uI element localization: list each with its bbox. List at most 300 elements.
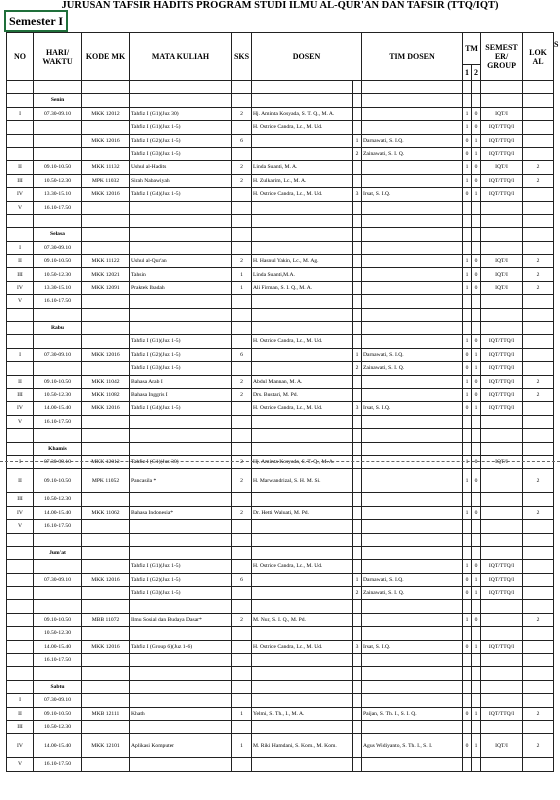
tm2-cell[interactable]: 0 xyxy=(472,281,481,294)
no-cell[interactable] xyxy=(7,627,34,640)
group-cell[interactable]: IQT/TTQ/I xyxy=(481,174,523,187)
no-cell[interactable]: III xyxy=(7,268,34,281)
sks-cell[interactable]: 1 xyxy=(232,281,252,294)
tim-dosen-cell[interactable] xyxy=(362,469,463,493)
no-cell[interactable]: II xyxy=(7,469,34,493)
tim-no-cell[interactable] xyxy=(353,506,362,519)
tm1-cell[interactable]: 1 xyxy=(463,255,472,268)
tm1-cell[interactable] xyxy=(463,493,472,506)
kode-cell[interactable]: MKK 12012 xyxy=(82,455,130,468)
sks-cell[interactable] xyxy=(232,121,252,134)
tm1-cell[interactable]: 0 xyxy=(463,707,472,720)
group-cell[interactable]: IQT/I xyxy=(481,255,523,268)
no-cell[interactable]: I xyxy=(7,241,34,254)
sks-cell[interactable] xyxy=(232,520,252,533)
lokal-cell[interactable] xyxy=(523,201,554,214)
time-cell[interactable]: 16.10-17.50 xyxy=(34,295,82,308)
kode-cell[interactable] xyxy=(82,493,130,506)
mata-kuliah-cell[interactable]: Tahfiz I (G4)(Juz 1-5) xyxy=(130,402,232,415)
group-cell[interactable]: IQT/I xyxy=(481,734,523,758)
group-cell[interactable]: IQT/TTQ/I xyxy=(481,188,523,201)
time-cell[interactable]: 16.10-17.50 xyxy=(34,201,82,214)
time-cell[interactable]: 09.10-10.50 xyxy=(34,613,82,626)
lokal-cell[interactable]: 2 xyxy=(523,469,554,493)
lokal-cell[interactable]: 2 xyxy=(523,734,554,758)
tm1-cell[interactable] xyxy=(463,201,472,214)
no-cell[interactable] xyxy=(7,587,34,600)
sks-cell[interactable] xyxy=(232,694,252,707)
group-cell[interactable] xyxy=(481,506,523,519)
lokal-cell[interactable] xyxy=(523,455,554,468)
dosen-cell[interactable] xyxy=(252,241,353,254)
mata-kuliah-cell[interactable] xyxy=(130,241,232,254)
dosen-cell[interactable]: H. Ostrice Candra, Lc., M. Ud. xyxy=(252,121,353,134)
no-cell[interactable]: IV xyxy=(7,506,34,519)
lokal-cell[interactable] xyxy=(523,654,554,667)
lokal-cell[interactable] xyxy=(523,335,554,348)
lokal-cell[interactable]: 2 xyxy=(523,506,554,519)
group-cell[interactable]: IQT/TTQ/I xyxy=(481,388,523,401)
tim-no-cell[interactable] xyxy=(353,415,362,428)
sks-cell[interactable]: 2 xyxy=(232,388,252,401)
mata-kuliah-cell[interactable] xyxy=(130,694,232,707)
tim-dosen-cell[interactable] xyxy=(362,415,463,428)
dosen-cell[interactable]: H. Ostrice Candra, Lc., M. Ud. xyxy=(252,335,353,348)
time-cell[interactable]: 10.50-12.30 xyxy=(34,174,82,187)
tm1-cell[interactable]: 1 xyxy=(463,388,472,401)
time-cell[interactable]: 14.00-15.40 xyxy=(34,640,82,653)
time-cell[interactable]: 10.50-12.30 xyxy=(34,627,82,640)
sks-cell[interactable]: 6 xyxy=(232,134,252,147)
mata-kuliah-cell[interactable] xyxy=(130,415,232,428)
no-cell[interactable] xyxy=(7,134,34,147)
no-cell[interactable] xyxy=(7,121,34,134)
tim-dosen-cell[interactable] xyxy=(362,694,463,707)
no-cell[interactable] xyxy=(7,654,34,667)
group-cell[interactable]: IQT/TTQ/I xyxy=(481,348,523,361)
tim-dosen-cell[interactable] xyxy=(362,121,463,134)
group-cell[interactable] xyxy=(481,520,523,533)
tim-dosen-cell[interactable] xyxy=(362,375,463,388)
no-cell[interactable]: IV xyxy=(7,281,34,294)
kode-cell[interactable] xyxy=(82,560,130,573)
mata-kuliah-cell[interactable] xyxy=(130,758,232,771)
tm2-cell[interactable] xyxy=(472,415,481,428)
group-cell[interactable]: IQT/TTQ/I xyxy=(481,707,523,720)
kode-cell[interactable]: MKK 11082 xyxy=(82,388,130,401)
tm1-cell[interactable]: 1 xyxy=(463,506,472,519)
tm1-cell[interactable]: 0 xyxy=(463,402,472,415)
time-cell[interactable]: 14.00-15.40 xyxy=(34,506,82,519)
dosen-cell[interactable] xyxy=(252,147,353,160)
tm1-cell[interactable]: 1 xyxy=(463,121,472,134)
tim-no-cell[interactable] xyxy=(353,613,362,626)
kode-cell[interactable]: MPK 11052 xyxy=(82,469,130,493)
mata-kuliah-cell[interactable]: Khath xyxy=(130,707,232,720)
tim-dosen-cell[interactable]: Zainawati, S. I. Q. xyxy=(362,587,463,600)
tm2-cell[interactable]: 0 xyxy=(472,560,481,573)
kode-cell[interactable] xyxy=(82,587,130,600)
time-cell[interactable]: 07.30-09.10 xyxy=(34,573,82,586)
group-cell[interactable]: IQT/TTQ/I xyxy=(481,375,523,388)
tm2-cell[interactable]: 0 xyxy=(472,469,481,493)
tm2-cell[interactable]: 0 xyxy=(472,268,481,281)
tm1-cell[interactable]: 0 xyxy=(463,147,472,160)
mata-kuliah-cell[interactable]: Praktek Ibadah xyxy=(130,281,232,294)
mata-kuliah-cell[interactable]: Bahasa Inggris I xyxy=(130,388,232,401)
time-cell[interactable]: 13.30-15.10 xyxy=(34,281,82,294)
tim-no-cell[interactable] xyxy=(353,560,362,573)
tm2-cell[interactable]: 0 xyxy=(472,613,481,626)
kode-cell[interactable]: MKK 12012 xyxy=(82,107,130,120)
no-cell[interactable]: V xyxy=(7,758,34,771)
dosen-cell[interactable]: Abdul Mannan, M. A. xyxy=(252,375,353,388)
tim-no-cell[interactable] xyxy=(353,161,362,174)
tim-dosen-cell[interactable] xyxy=(362,335,463,348)
no-cell[interactable]: IV xyxy=(7,188,34,201)
dosen-cell[interactable] xyxy=(252,362,353,375)
mata-kuliah-cell[interactable]: Tahfiz I (G1)(Juz 30) xyxy=(130,455,232,468)
time-cell[interactable]: 10.50-12.30 xyxy=(34,268,82,281)
tm2-cell[interactable] xyxy=(472,520,481,533)
tm2-cell[interactable]: 1 xyxy=(472,348,481,361)
tm2-cell[interactable] xyxy=(472,694,481,707)
lokal-cell[interactable]: 2 xyxy=(523,255,554,268)
tm2-cell[interactable]: 1 xyxy=(472,640,481,653)
tim-dosen-cell[interactable] xyxy=(362,255,463,268)
tm1-cell[interactable]: 0 xyxy=(463,573,472,586)
sks-cell[interactable]: 1 xyxy=(232,734,252,758)
tim-no-cell[interactable] xyxy=(353,694,362,707)
tm1-cell[interactable]: 1 xyxy=(463,161,472,174)
tm1-cell[interactable]: 1 xyxy=(463,455,472,468)
tim-no-cell[interactable]: 3 xyxy=(353,402,362,415)
time-cell[interactable] xyxy=(34,587,82,600)
tm1-cell[interactable] xyxy=(463,627,472,640)
dosen-cell[interactable] xyxy=(252,627,353,640)
tm2-cell[interactable] xyxy=(472,295,481,308)
tm1-cell[interactable]: 1 xyxy=(463,281,472,294)
tm1-cell[interactable]: 0 xyxy=(463,362,472,375)
mata-kuliah-cell[interactable]: Ushul al-Hadits xyxy=(130,161,232,174)
no-cell[interactable]: I xyxy=(7,694,34,707)
tim-dosen-cell[interactable]: Irsat, S. I.Q. xyxy=(362,402,463,415)
mata-kuliah-cell[interactable]: Tahfiz I (G3)(Juz 1-5) xyxy=(130,147,232,160)
tm2-cell[interactable]: 1 xyxy=(472,188,481,201)
sks-cell[interactable] xyxy=(232,335,252,348)
tim-dosen-cell[interactable] xyxy=(362,281,463,294)
tim-no-cell[interactable] xyxy=(353,121,362,134)
tim-dosen-cell[interactable] xyxy=(362,241,463,254)
kode-cell[interactable]: MKK 12091 xyxy=(82,281,130,294)
tm1-cell[interactable] xyxy=(463,241,472,254)
tim-dosen-cell[interactable] xyxy=(362,107,463,120)
group-cell[interactable] xyxy=(481,493,523,506)
group-cell[interactable]: IQT/I xyxy=(481,107,523,120)
kode-cell[interactable]: MKK 12021 xyxy=(82,268,130,281)
no-cell[interactable] xyxy=(7,613,34,626)
kode-cell[interactable]: MKK 12016 xyxy=(82,402,130,415)
time-cell[interactable]: 16.10-17.50 xyxy=(34,520,82,533)
dosen-cell[interactable]: M. Nur, S. I. Q., M. Pd. xyxy=(252,613,353,626)
tm2-cell[interactable]: 0 xyxy=(472,388,481,401)
tm1-cell[interactable] xyxy=(463,415,472,428)
dosen-cell[interactable]: Linda Suanti,M.A. xyxy=(252,268,353,281)
sks-cell[interactable] xyxy=(232,188,252,201)
tm2-cell[interactable]: 1 xyxy=(472,402,481,415)
dosen-cell[interactable] xyxy=(252,134,353,147)
group-cell[interactable]: IQT/TTQ/I xyxy=(481,640,523,653)
dosen-cell[interactable]: Linda Suanti, M. A. xyxy=(252,161,353,174)
tim-no-cell[interactable] xyxy=(353,255,362,268)
sks-cell[interactable] xyxy=(232,295,252,308)
kode-cell[interactable] xyxy=(82,295,130,308)
group-cell[interactable] xyxy=(481,758,523,771)
no-cell[interactable] xyxy=(7,640,34,653)
dosen-cell[interactable]: H. Ostrice Candra, Lc., M. Ud. xyxy=(252,188,353,201)
tm1-cell[interactable]: 1 xyxy=(463,174,472,187)
lokal-cell[interactable] xyxy=(523,720,554,733)
group-cell[interactable]: IQT/TTQ/I xyxy=(481,573,523,586)
tim-dosen-cell[interactable] xyxy=(362,161,463,174)
dosen-cell[interactable]: H. Ostrice Candra, Lc., M. Ud. xyxy=(252,560,353,573)
dosen-cell[interactable]: Drs. Bustari, M. Pd. xyxy=(252,388,353,401)
tm2-cell[interactable] xyxy=(472,720,481,733)
sks-cell[interactable] xyxy=(232,640,252,653)
tim-no-cell[interactable] xyxy=(353,201,362,214)
group-cell[interactable]: IQT/I xyxy=(481,455,523,468)
kode-cell[interactable] xyxy=(82,335,130,348)
mata-kuliah-cell[interactable]: Sirah Nabawiyah xyxy=(130,174,232,187)
mata-kuliah-cell[interactable]: Ushul al-Qur'an xyxy=(130,255,232,268)
tim-dosen-cell[interactable] xyxy=(362,455,463,468)
sks-cell[interactable] xyxy=(232,560,252,573)
mata-kuliah-cell[interactable] xyxy=(130,520,232,533)
sks-cell[interactable]: 1 xyxy=(232,707,252,720)
tm2-cell[interactable] xyxy=(472,654,481,667)
lokal-cell[interactable] xyxy=(523,188,554,201)
time-cell[interactable] xyxy=(34,335,82,348)
dosen-cell[interactable] xyxy=(252,520,353,533)
tm1-cell[interactable] xyxy=(463,758,472,771)
kode-cell[interactable] xyxy=(82,627,130,640)
no-cell[interactable]: I xyxy=(7,455,34,468)
lokal-cell[interactable] xyxy=(523,758,554,771)
lokal-cell[interactable]: 2 xyxy=(523,268,554,281)
dosen-cell[interactable]: Hj. Aminta Kosyada, S. T. Q., M. A. xyxy=(252,455,353,468)
mata-kuliah-cell[interactable] xyxy=(130,627,232,640)
tim-dosen-cell[interactable] xyxy=(362,493,463,506)
lokal-cell[interactable]: 2 xyxy=(523,613,554,626)
tim-no-cell[interactable] xyxy=(353,107,362,120)
dosen-cell[interactable]: M. Riki Hamdani, S. Kom., M. Kom. xyxy=(252,734,353,758)
tim-dosen-cell[interactable] xyxy=(362,520,463,533)
kode-cell[interactable] xyxy=(82,520,130,533)
tm2-cell[interactable]: 0 xyxy=(472,161,481,174)
lokal-cell[interactable] xyxy=(523,402,554,415)
kode-cell[interactable] xyxy=(82,720,130,733)
kode-cell[interactable]: MKK 11062 xyxy=(82,506,130,519)
tim-dosen-cell[interactable]: Darnawati, S. I.Q. xyxy=(362,573,463,586)
tm1-cell[interactable] xyxy=(463,520,472,533)
lokal-cell[interactable] xyxy=(523,640,554,653)
dosen-cell[interactable]: H. Marwandrizal, S. H. M. Si. xyxy=(252,469,353,493)
dosen-cell[interactable] xyxy=(252,758,353,771)
lokal-cell[interactable] xyxy=(523,121,554,134)
sks-cell[interactable]: 2 xyxy=(232,255,252,268)
tim-dosen-cell[interactable]: Agus Widiyanto, S. Th. I., S. I. xyxy=(362,734,463,758)
tm2-cell[interactable]: 0 xyxy=(472,455,481,468)
tim-no-cell[interactable]: 2 xyxy=(353,587,362,600)
no-cell[interactable]: I xyxy=(7,107,34,120)
lokal-cell[interactable] xyxy=(523,348,554,361)
lokal-cell[interactable] xyxy=(523,694,554,707)
tm2-cell[interactable]: 1 xyxy=(472,134,481,147)
kode-cell[interactable]: MKK 11042 xyxy=(82,375,130,388)
tm1-cell[interactable]: 0 xyxy=(463,348,472,361)
lokal-cell[interactable] xyxy=(523,147,554,160)
dosen-cell[interactable] xyxy=(252,201,353,214)
group-cell[interactable] xyxy=(481,613,523,626)
tm2-cell[interactable] xyxy=(472,758,481,771)
no-cell[interactable]: V xyxy=(7,201,34,214)
tim-dosen-cell[interactable]: Zainawati, S. I. Q. xyxy=(362,147,463,160)
lokal-cell[interactable]: 2 xyxy=(523,707,554,720)
time-cell[interactable]: 07.30-09.10 xyxy=(34,241,82,254)
lokal-cell[interactable] xyxy=(523,241,554,254)
mata-kuliah-cell[interactable] xyxy=(130,493,232,506)
lokal-cell[interactable]: 2 xyxy=(523,161,554,174)
sks-cell[interactable] xyxy=(232,654,252,667)
time-cell[interactable]: 16.10-17.50 xyxy=(34,654,82,667)
mata-kuliah-cell[interactable]: Pancasila * xyxy=(130,469,232,493)
sks-cell[interactable]: 2 xyxy=(232,375,252,388)
tm2-cell[interactable]: 0 xyxy=(472,506,481,519)
time-cell[interactable]: 16.10-17.50 xyxy=(34,415,82,428)
lokal-cell[interactable] xyxy=(523,627,554,640)
tim-no-cell[interactable] xyxy=(353,469,362,493)
lokal-cell[interactable]: 2 xyxy=(523,388,554,401)
dosen-cell[interactable]: H. Ostrice Candra, Lc., M. Ud. xyxy=(252,402,353,415)
tm1-cell[interactable]: 0 xyxy=(463,188,472,201)
tm2-cell[interactable]: 0 xyxy=(472,335,481,348)
tm2-cell[interactable]: 1 xyxy=(472,362,481,375)
kode-cell[interactable]: MBB 11072 xyxy=(82,613,130,626)
kode-cell[interactable]: MKK 11122 xyxy=(82,255,130,268)
dosen-cell[interactable] xyxy=(252,348,353,361)
group-cell[interactable] xyxy=(481,627,523,640)
tm1-cell[interactable]: 0 xyxy=(463,640,472,653)
tim-no-cell[interactable] xyxy=(353,720,362,733)
tm2-cell[interactable] xyxy=(472,241,481,254)
mata-kuliah-cell[interactable]: Tahfiz I (G3)(Juz 1-5) xyxy=(130,362,232,375)
dosen-cell[interactable]: H. Hasnul Yakin, Lc., M. Ag. xyxy=(252,255,353,268)
tim-no-cell[interactable]: 2 xyxy=(353,362,362,375)
tm2-cell[interactable]: 1 xyxy=(472,147,481,160)
sks-cell[interactable]: 6 xyxy=(232,348,252,361)
tim-no-cell[interactable] xyxy=(353,758,362,771)
tm1-cell[interactable]: 1 xyxy=(463,335,472,348)
time-cell[interactable]: 09.10-10.50 xyxy=(34,375,82,388)
no-cell[interactable]: III xyxy=(7,493,34,506)
no-cell[interactable]: V xyxy=(7,520,34,533)
time-cell[interactable]: 09.10-10.50 xyxy=(34,255,82,268)
tim-no-cell[interactable] xyxy=(353,493,362,506)
kode-cell[interactable]: MKK 12101 xyxy=(82,734,130,758)
kode-cell[interactable]: MKK 12016 xyxy=(82,188,130,201)
no-cell[interactable]: V xyxy=(7,295,34,308)
dosen-cell[interactable]: H. Zulkarim, Lc., M. A. xyxy=(252,174,353,187)
tim-no-cell[interactable]: 3 xyxy=(353,640,362,653)
tm2-cell[interactable]: 1 xyxy=(472,573,481,586)
tm1-cell[interactable]: 1 xyxy=(463,469,472,493)
mata-kuliah-cell[interactable]: Aplikasi Komputer xyxy=(130,734,232,758)
group-cell[interactable]: IQT/TTQ/I xyxy=(481,147,523,160)
tim-dosen-cell[interactable]: Irsat, S. I.Q. xyxy=(362,188,463,201)
tim-no-cell[interactable] xyxy=(353,174,362,187)
group-cell[interactable]: IQT/TTQ/I xyxy=(481,402,523,415)
time-cell[interactable] xyxy=(34,147,82,160)
lokal-cell[interactable]: 2 xyxy=(523,375,554,388)
kode-cell[interactable] xyxy=(82,147,130,160)
tim-dosen-cell[interactable] xyxy=(362,201,463,214)
mata-kuliah-cell[interactable] xyxy=(130,654,232,667)
mata-kuliah-cell[interactable]: Tahfiz I (G1)(Juz 30) xyxy=(130,107,232,120)
tim-no-cell[interactable]: 1 xyxy=(353,134,362,147)
kode-cell[interactable] xyxy=(82,415,130,428)
group-cell[interactable]: IQT/TTQ/I xyxy=(481,587,523,600)
mata-kuliah-cell[interactable]: Tahsin xyxy=(130,268,232,281)
group-cell[interactable] xyxy=(481,720,523,733)
kode-cell[interactable] xyxy=(82,121,130,134)
time-cell[interactable]: 10.50-12.30 xyxy=(34,388,82,401)
mata-kuliah-cell[interactable]: Tahfiz I (G1)(Juz 1-5) xyxy=(130,121,232,134)
dosen-cell[interactable]: H. Ostrice Candra, Lc., M. Ud. xyxy=(252,640,353,653)
dosen-cell[interactable] xyxy=(252,587,353,600)
tim-no-cell[interactable]: 1 xyxy=(353,573,362,586)
sks-cell[interactable]: 2 xyxy=(232,469,252,493)
lokal-cell[interactable] xyxy=(523,493,554,506)
tim-dosen-cell[interactable] xyxy=(362,295,463,308)
tm1-cell[interactable] xyxy=(463,654,472,667)
kode-cell[interactable]: MPK 11032 xyxy=(82,174,130,187)
tm1-cell[interactable]: 0 xyxy=(463,734,472,758)
sks-cell[interactable]: 1 xyxy=(232,268,252,281)
tim-no-cell[interactable] xyxy=(353,335,362,348)
tim-dosen-cell[interactable] xyxy=(362,758,463,771)
tm1-cell[interactable] xyxy=(463,295,472,308)
mata-kuliah-cell[interactable]: Tahfiz I (G4)(Juz 1-5) xyxy=(130,188,232,201)
kode-cell[interactable]: MKK 12016 xyxy=(82,640,130,653)
no-cell[interactable]: II xyxy=(7,375,34,388)
sks-cell[interactable]: 2 xyxy=(232,107,252,120)
tim-dosen-cell[interactable] xyxy=(362,613,463,626)
dosen-cell[interactable] xyxy=(252,654,353,667)
tm2-cell[interactable] xyxy=(472,493,481,506)
tim-no-cell[interactable] xyxy=(353,627,362,640)
lokal-cell[interactable] xyxy=(523,520,554,533)
group-cell[interactable] xyxy=(481,201,523,214)
mata-kuliah-cell[interactable] xyxy=(130,201,232,214)
tim-no-cell[interactable] xyxy=(353,295,362,308)
sks-cell[interactable] xyxy=(232,758,252,771)
lokal-cell[interactable] xyxy=(523,560,554,573)
group-cell[interactable]: IQT/I xyxy=(481,281,523,294)
lokal-cell[interactable] xyxy=(523,134,554,147)
sks-cell[interactable]: 2 xyxy=(232,174,252,187)
group-cell[interactable]: IQT/I xyxy=(481,268,523,281)
time-cell[interactable]: 10.50-12.30 xyxy=(34,493,82,506)
